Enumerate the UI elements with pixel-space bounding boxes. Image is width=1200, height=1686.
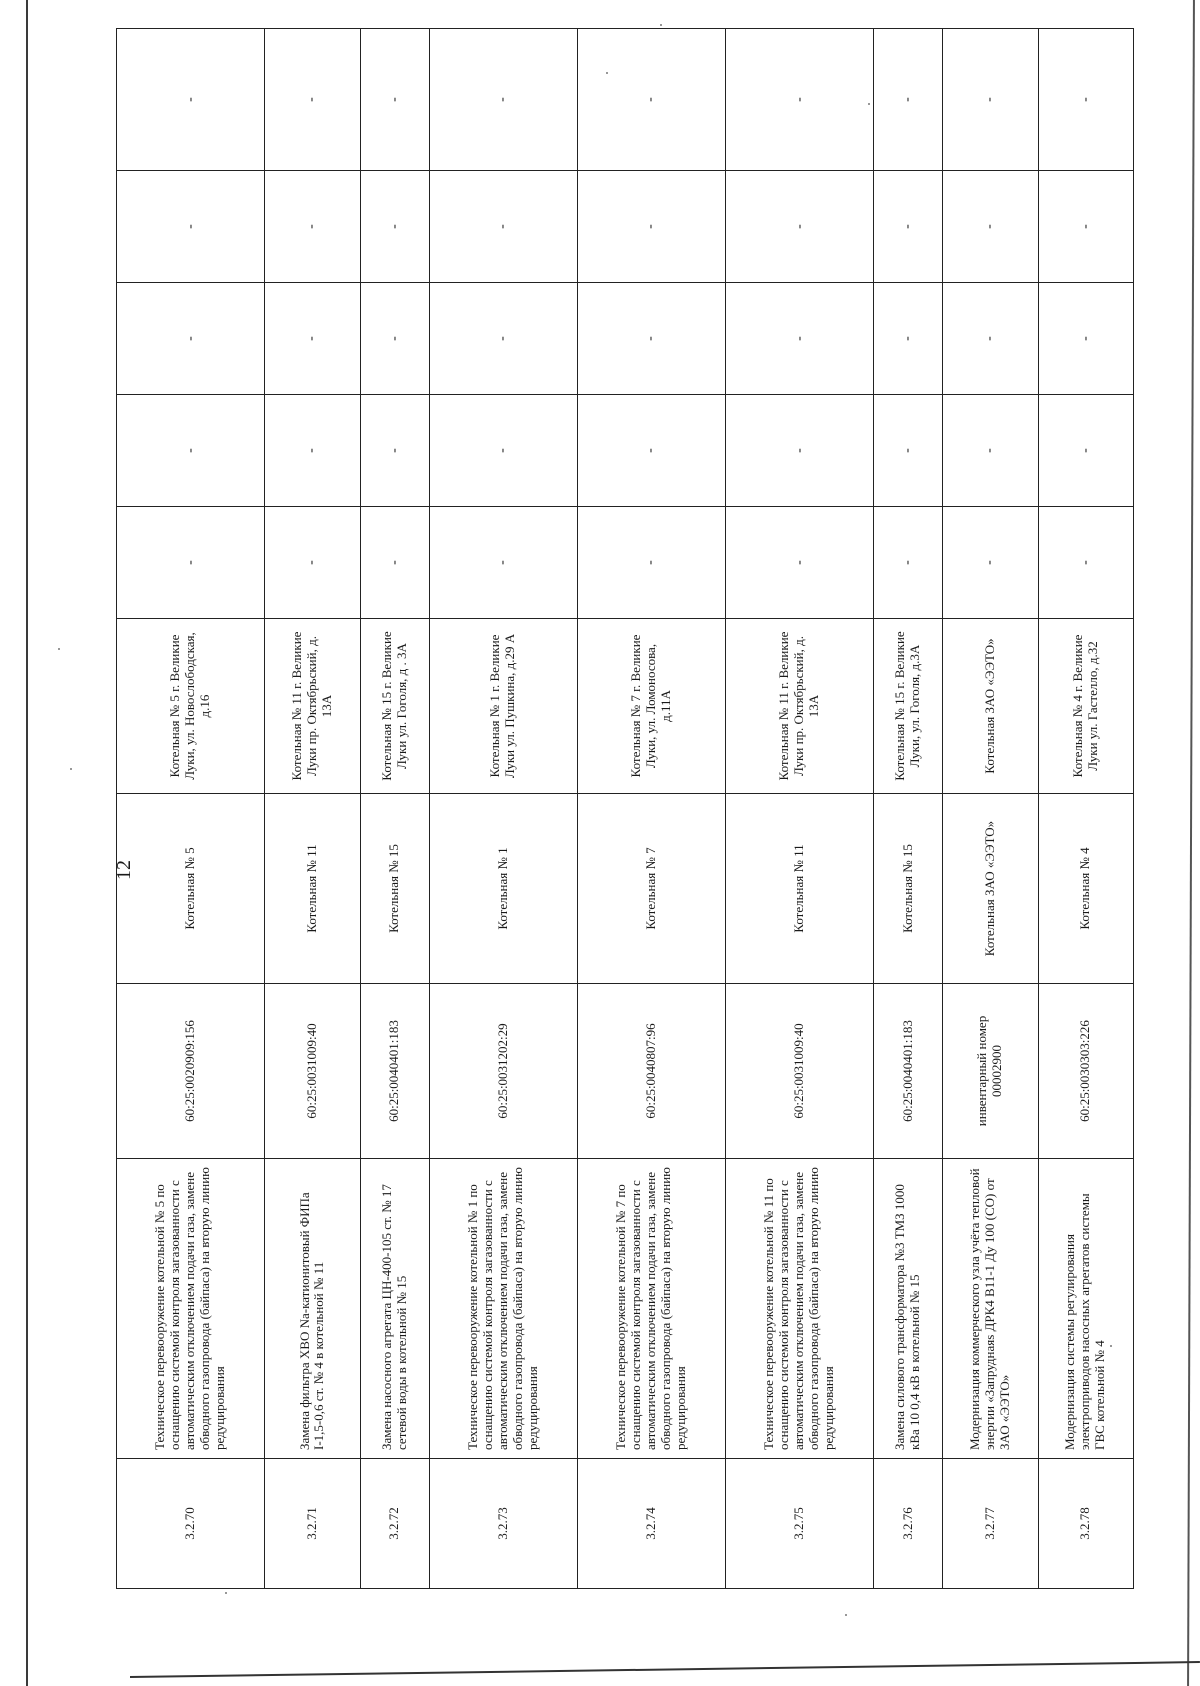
facility-address: Котельная № 15 г. Великие Луки, ул. Гоголя, д.3А	[874, 619, 943, 794]
value-cell-5: -	[726, 29, 874, 171]
row-description: Техническое перевооружение котельной № 5 по оснащению системой контроля загазованности с автоматическим отключением подачи газа, замене обводного газопровода (байпаса) на вторую линию редуцирования	[117, 1159, 265, 1459]
value-cell-3: -	[117, 283, 265, 395]
table-row	[360, 29, 429, 1589]
row-number: 3.2.74	[577, 1459, 725, 1589]
row-number: 3.2.72	[360, 1459, 429, 1589]
value-cell-3: -	[874, 283, 943, 395]
value-cell-1: -	[1038, 507, 1133, 619]
value-cell-3: -	[265, 283, 360, 395]
row-description: Техническое перевооружение котельной № 1 по оснащению системой контроля загазованности с автоматическим отключением подачи газа, замене обводного газопровода (байпаса) на вторую линию редуцирования	[429, 1159, 577, 1459]
facility-name: Котельная № 7	[577, 794, 725, 984]
value-cell-1: -	[117, 507, 265, 619]
value-cell-5: -	[943, 29, 1038, 171]
facility-address: Котельная № 7 г. Великие Луки, ул. Ломоносова, д.11А	[577, 619, 725, 794]
value-cell-5: -	[1038, 29, 1133, 171]
value-cell-2: -	[360, 395, 429, 507]
value-cell-3: -	[1038, 283, 1133, 395]
investment-program-table	[116, 28, 1134, 1589]
value-cell-3: -	[943, 283, 1038, 395]
value-cell-2: -	[726, 395, 874, 507]
facility-address: Котельная № 11 г. Великие Луки пр. Октябрьский, д. 13А	[726, 619, 874, 794]
value-cell-5: -	[360, 29, 429, 171]
value-cell-1: -	[726, 507, 874, 619]
value-cell-2: -	[1038, 395, 1133, 507]
value-cell-4: -	[117, 171, 265, 283]
table-row	[577, 29, 725, 1589]
table-row	[117, 29, 265, 1589]
cadastral-number: 60:25:0031009:40	[265, 984, 360, 1159]
facility-address: Котельная ЗАО «ЭЭТО»	[943, 619, 1038, 794]
row-description: Техническое перевооружение котельной № 11 по оснащению системой контроля загазованности с автоматическим отключением подачи газа, замене обводного газопровода (байпаса) на вторую линию редуцирования	[726, 1159, 874, 1459]
facility-name: Котельная ЗАО «ЭЭТО»	[943, 794, 1038, 984]
value-cell-4: -	[265, 171, 360, 283]
table-row	[874, 29, 943, 1589]
cadastral-number: 60:25:0040807:96	[577, 984, 725, 1159]
value-cell-4: -	[1038, 171, 1133, 283]
facility-address: Котельная № 1 г. Великие Луки ул. Пушкина, д.29 А	[429, 619, 577, 794]
facility-address: Котельная № 5 г. Великие Луки, ул. Новослободская, д.16	[117, 619, 265, 794]
row-number: 3.2.75	[726, 1459, 874, 1589]
row-number: 3.2.76	[874, 1459, 943, 1589]
row-description: Модернизация системы регулирования электроприводов насосных агрегатов системы ГВС котельной № 4	[1038, 1159, 1133, 1459]
facility-address: Котельная № 11 г. Великие Луки пр. Октябрьский, д. 13А	[265, 619, 360, 794]
row-description: Модернизация коммерческого узла учёта тепловой энергии «Запруднаяs ДРК4 В11-1 Ду 100 (СО) от ЗАО «ЭЭТО»	[943, 1159, 1038, 1459]
row-description: Замена фильтра ХВО Na-катионитовый ФИПа І-1,5-0,6 ст. № 4 в котельной № 11	[265, 1159, 360, 1459]
page-number: 12	[113, 860, 135, 880]
value-cell-3: -	[726, 283, 874, 395]
scan-border-left	[26, 0, 28, 1686]
table-body	[117, 29, 1134, 1589]
value-cell-1: -	[429, 507, 577, 619]
table-row	[265, 29, 360, 1589]
facility-name: Котельная № 4	[1038, 794, 1133, 984]
value-cell-3: -	[360, 283, 429, 395]
table-row	[726, 29, 874, 1589]
value-cell-4: -	[726, 171, 874, 283]
value-cell-4: -	[360, 171, 429, 283]
value-cell-4: -	[577, 171, 725, 283]
value-cell-2: -	[943, 395, 1038, 507]
value-cell-4: -	[429, 171, 577, 283]
scan-border-bottom	[130, 1661, 1200, 1678]
facility-address: Котельная № 15 г. Великие Луки ул. Гоголя, д . 3А	[360, 619, 429, 794]
facility-name: Котельная № 1	[429, 794, 577, 984]
value-cell-2: -	[429, 395, 577, 507]
facility-name: Котельная № 5	[117, 794, 265, 984]
value-cell-1: -	[874, 507, 943, 619]
facility-name: Котельная № 15	[874, 794, 943, 984]
value-cell-3: -	[429, 283, 577, 395]
row-description: Замена насосного агрегата ЦН-400-105 ст. № 17 сетевой воды в котельной № 15	[360, 1159, 429, 1459]
table-row	[429, 29, 577, 1589]
facility-address: Котельная № 4 г. Великие Луки ул. Гастелло, д.32	[1038, 619, 1133, 794]
cadastral-number: инвентарный номер 00002900	[943, 984, 1038, 1159]
value-cell-1: -	[943, 507, 1038, 619]
value-cell-2: -	[874, 395, 943, 507]
value-cell-4: -	[943, 171, 1038, 283]
cadastral-number: 60:25:0030303:226	[1038, 984, 1133, 1159]
table-row	[943, 29, 1038, 1589]
facility-name: Котельная № 11	[726, 794, 874, 984]
rotated-table-wrapper	[116, 97, 1134, 1589]
value-cell-5: -	[265, 29, 360, 171]
row-number: 3.2.78	[1038, 1459, 1133, 1589]
value-cell-2: -	[265, 395, 360, 507]
cadastral-number: 60:25:0040401:183	[874, 984, 943, 1159]
value-cell-5: -	[117, 29, 265, 171]
scan-border-right	[1187, 0, 1195, 1686]
cadastral-number: 60:25:0031009:40	[726, 984, 874, 1159]
value-cell-2: -	[117, 395, 265, 507]
row-number: 3.2.77	[943, 1459, 1038, 1589]
value-cell-5: -	[874, 29, 943, 171]
cadastral-number: 60:25:0020909:156	[117, 984, 265, 1159]
row-number: 3.2.70	[117, 1459, 265, 1589]
value-cell-1: -	[360, 507, 429, 619]
cadastral-number: 60:25:0031202:29	[429, 984, 577, 1159]
row-number: 3.2.73	[429, 1459, 577, 1589]
value-cell-3: -	[577, 283, 725, 395]
value-cell-2: -	[577, 395, 725, 507]
row-description: Замена силового трансформатора №3 ТМЗ 1000 кВа 10 0,4 кВ в котельной № 15	[874, 1159, 943, 1459]
row-number: 3.2.71	[265, 1459, 360, 1589]
value-cell-1: -	[577, 507, 725, 619]
table-row	[1038, 29, 1133, 1589]
facility-name: Котельная № 15	[360, 794, 429, 984]
facility-name: Котельная № 11	[265, 794, 360, 984]
value-cell-1: -	[265, 507, 360, 619]
value-cell-5: -	[577, 29, 725, 171]
row-description: Техническое перевооружение котельной № 7 по оснащению системой контроля загазованности с автоматическим отключением подачи газа, замене обводного газопровода (байпаса) на вторую линию редуцирования	[577, 1159, 725, 1459]
cadastral-number: 60:25:0040401:183	[360, 984, 429, 1159]
value-cell-4: -	[874, 171, 943, 283]
value-cell-5: -	[429, 29, 577, 171]
